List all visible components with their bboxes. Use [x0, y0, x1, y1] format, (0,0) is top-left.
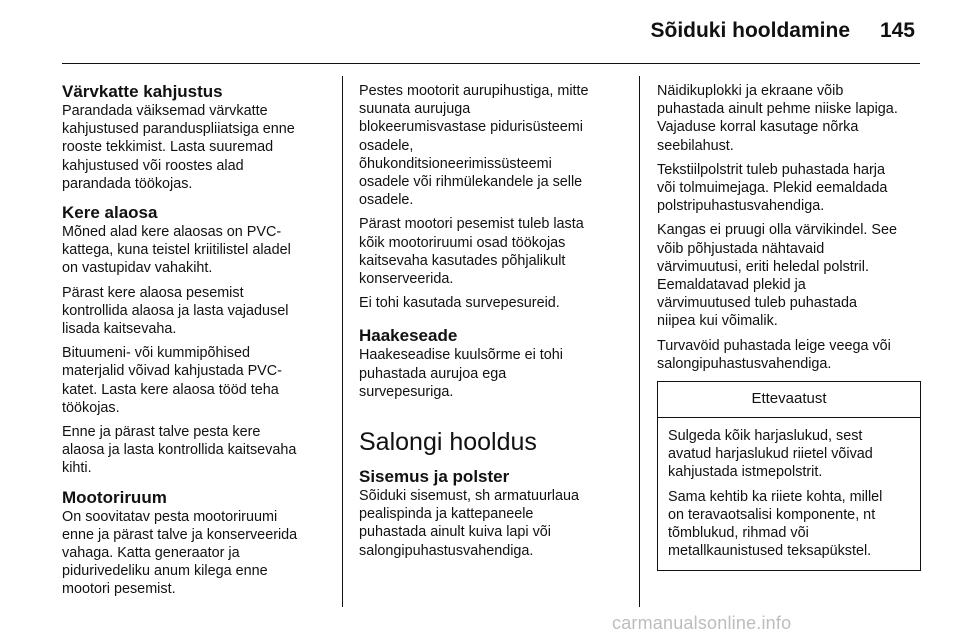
heading-towing-device: Haakeseade — [359, 326, 458, 346]
heading-paint-damage: Värvkatte kahjustus — [62, 82, 223, 101]
paragraph — [668, 488, 910, 561]
text-line: on teravaotsalisi komponente, nt — [668, 506, 876, 523]
text-line: Ei tohi kasutada survepesureid. — [359, 295, 560, 312]
text-line: parandada töökojas. — [62, 175, 193, 192]
text-line: kahjustused paranduspliiatsiga enne — [62, 121, 295, 138]
header-rule — [62, 63, 920, 64]
text-line: alaosa ja lasta kontrollida kaitsevaha — [62, 442, 297, 459]
paragraph — [657, 82, 923, 155]
paragraph — [657, 337, 923, 373]
text-line: Kangas ei pruugi olla värvikindel. See — [657, 222, 897, 239]
text-line: vahaga. Katta generaator ja — [62, 545, 240, 562]
text-line: Sama kehtib ka riiete kohta, millel — [668, 488, 883, 505]
text-line: puhastada ainult pehme niiske lapiga. — [657, 101, 898, 118]
caution-title: Ettevaatust — [658, 382, 920, 418]
text-line: kõik mootoriruumi osad töökojas — [359, 234, 566, 251]
paragraph — [62, 508, 328, 599]
text-line: materjalid võivad kahjustada PVC- — [62, 363, 282, 380]
text-line: pidurivedeliku anum kilega enne — [62, 563, 268, 580]
text-line: Mõned alad kere alaosas on PVC- — [62, 224, 282, 241]
text-line: kontrollida alaosa ja lasta vajadusel — [62, 302, 289, 319]
section-title: Sõiduki hooldamine — [650, 19, 850, 42]
text-line: Enne ja pärast talve pesta kere — [62, 424, 261, 441]
heading-interior-upholstery: Sisemus ja polster — [359, 467, 510, 487]
text-line: kattega, kuna teistel kriitilistel aladel — [62, 242, 291, 259]
text-line: kahjustada istmepolstrit. — [668, 464, 823, 481]
text-line: survepesuriga. — [359, 383, 454, 400]
paragraph — [657, 221, 923, 330]
text-line: õhukonditsioneerimissüsteemi — [359, 155, 552, 172]
text-line: Eemaldatavad plekid ja — [657, 277, 806, 294]
text-line: On soovitatav pesta mootoriruumi — [62, 508, 278, 525]
text-line: kahjustused või roostes alad — [62, 157, 244, 174]
text-line: värvimuutused tuleb puhastada — [657, 295, 858, 312]
text-line: rooste tekkimist. Lasta suuremad — [62, 139, 274, 156]
section-engine-compartment — [62, 488, 328, 599]
paragraph — [359, 487, 625, 560]
text-line: kihti. — [62, 460, 92, 477]
text-line: puhastada aurujoa ega — [359, 365, 507, 382]
text-line: konserveerida. — [359, 271, 454, 288]
text-line: pealispinda ja kattepaneele — [359, 506, 534, 523]
text-line: salongipuhastusvahendiga. — [657, 355, 832, 372]
text-line: või tolmuimejaga. Plekid eemaldada — [657, 180, 888, 197]
text-line: on vastupidav vahakiht. — [62, 260, 213, 277]
paragraph — [359, 346, 625, 401]
paragraph — [657, 161, 923, 216]
paragraph — [62, 223, 328, 278]
text-line: Turvavöid puhastada leige veega või — [657, 337, 891, 354]
paragraph — [359, 82, 625, 209]
text-line: salongipuhastusvahendiga. — [359, 542, 534, 559]
paragraph — [359, 215, 625, 288]
text-line: Näidikuplokki ja ekraane võib — [657, 83, 844, 99]
text-line: Tekstiilpolstrit tuleb puhastada harja — [657, 161, 885, 178]
section-towing-device — [359, 326, 625, 401]
text-line: suunata aurujuga — [359, 101, 471, 118]
caution-body — [658, 418, 920, 570]
text-line: polstripuhastusvahendiga. — [657, 198, 825, 215]
text-line: avatud harjaslukud riietel võivad — [668, 446, 873, 463]
section-paint-damage — [62, 82, 328, 193]
chapter-heading: Salongi hooldus — [359, 428, 537, 457]
text-line: puhastada ainult kuiva lapi või — [359, 524, 552, 541]
column-left — [62, 82, 328, 609]
paragraph — [62, 344, 328, 417]
text-line: seebilahust. — [657, 137, 734, 154]
text-line: Pestes mootorit aurupihustiga, mitte — [359, 83, 589, 99]
paragraph — [62, 284, 328, 339]
column-divider — [639, 76, 640, 607]
text-line: osadele. — [359, 192, 414, 209]
text-line: Sõiduki sisemust, sh armatuurlaua — [359, 488, 579, 505]
column-middle — [359, 82, 625, 570]
paragraph — [359, 294, 625, 312]
text-line: tõmblukud, rihmad või — [668, 525, 809, 542]
text-line: metallkaunistused teksapükstel. — [668, 543, 872, 560]
heading-engine-compartment: Mootoriruum — [62, 487, 167, 507]
text-line: lisada kaitsevaha. — [62, 321, 177, 338]
text-line: enne ja pärast talve ja konserveerida — [62, 526, 298, 543]
page-number: 145 — [879, 19, 915, 42]
text-line: niipea kui võimalik. — [657, 313, 778, 330]
paragraph — [668, 427, 910, 482]
text-line: katet. Lasta kere alaosa tööd teha — [62, 381, 279, 398]
column-divider — [342, 76, 343, 607]
text-line: Pärast kere alaosa pesemist — [62, 284, 244, 301]
text-line: Bituumeni- või kummipõhised — [62, 345, 250, 362]
text-line: Pärast mootori pesemist tuleb lasta — [359, 216, 584, 233]
heading-underbody: Kere alaosa — [62, 203, 158, 223]
text-line: blokeerumisvastase pidurisüsteemi — [359, 119, 583, 136]
section-underbody — [62, 203, 328, 478]
watermark: carmanualsonline.info — [612, 613, 792, 633]
paragraph — [62, 423, 328, 478]
column-right — [657, 82, 923, 571]
text-line: värvimuutusi, eriti heledal polstril. — [657, 258, 869, 275]
caution-box — [657, 381, 921, 571]
text-line: Sulgeda kõik harjaslukud, sest — [668, 428, 863, 445]
text-line: Vajaduse korral kasutage nõrka — [657, 119, 859, 136]
text-line: kaitsevaha kasutades põhjalikult — [359, 252, 566, 269]
text-line: osadele, — [359, 137, 414, 154]
section-interior-upholstery — [359, 467, 625, 560]
text-line: mootori pesemist. — [62, 581, 176, 598]
text-line: võib põhjustada nähtavaid — [657, 240, 825, 257]
text-line: töökojas. — [62, 399, 120, 416]
text-line: Haakeseadise kuulsõrme ei tohi — [359, 347, 563, 364]
text-line: Parandada väiksemad värvkatte — [62, 103, 268, 119]
paragraph — [62, 102, 328, 193]
text-line: osadele või rihmülekandele ja selle — [359, 174, 583, 191]
